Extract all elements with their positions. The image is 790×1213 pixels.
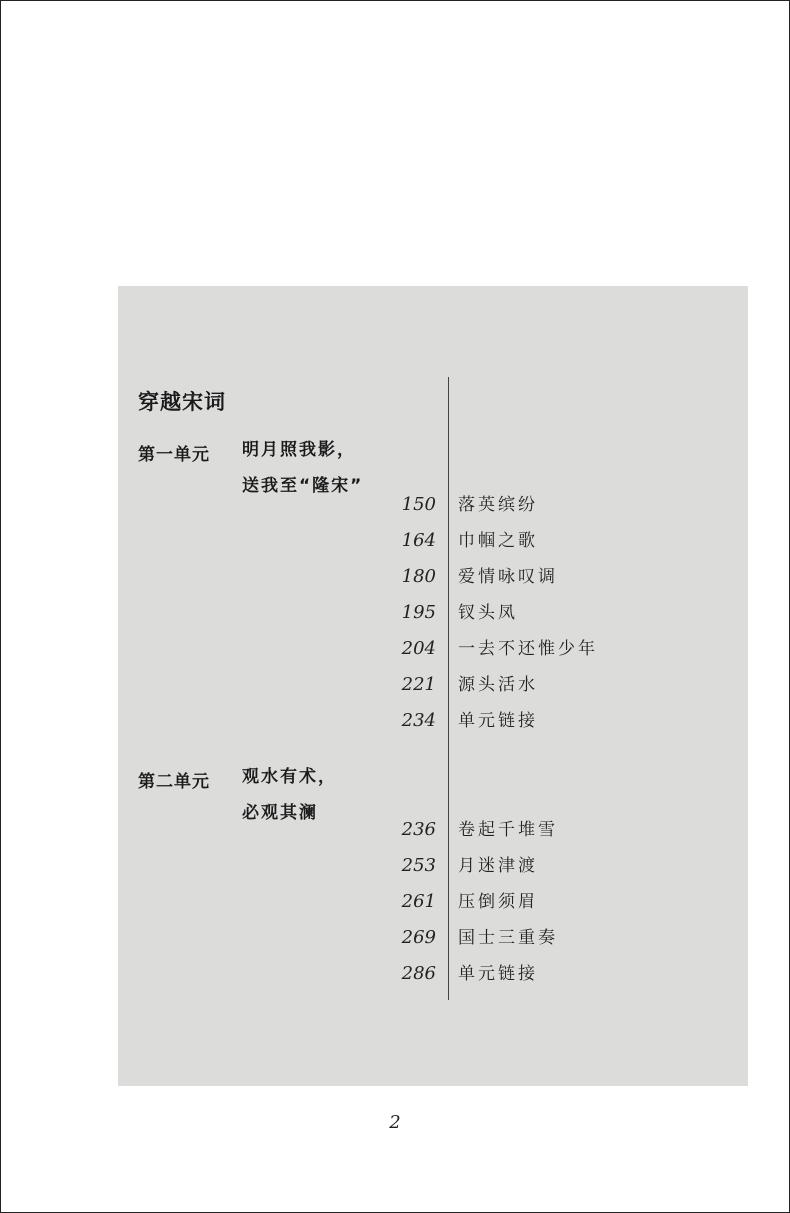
entry-title: 卷起千堆雪: [458, 820, 558, 840]
toc-entry[interactable]: [380, 851, 720, 881]
entry-page-number: 236: [401, 819, 436, 840]
entry-page-number: 261: [401, 891, 436, 912]
entry-page-number: 195: [401, 602, 436, 623]
entry-title: 月迷津渡: [458, 856, 538, 876]
unit-1-title-line-1: 明月照我影，: [242, 440, 356, 460]
entry-title: 一去不还惟少年: [458, 639, 598, 659]
entry-page-number: 164: [401, 530, 436, 551]
unit-1-title-line-2: 送我至“隆宋”: [242, 476, 364, 496]
entry-title: 落英缤纷: [458, 495, 538, 515]
toc-entry[interactable]: [380, 562, 720, 592]
entry-title: 巾帼之歌: [458, 531, 538, 551]
toc-entry[interactable]: [380, 526, 720, 556]
unit-2-title-line-1: 观水有术，: [242, 767, 337, 787]
entry-page-number: 221: [401, 674, 436, 695]
entry-page-number: 180: [401, 566, 436, 587]
entry-title: 源头活水: [458, 675, 538, 695]
section-title: 穿越宋词: [138, 390, 226, 414]
toc-entry[interactable]: [380, 706, 720, 736]
entry-page-number: 253: [401, 855, 436, 876]
toc-entry[interactable]: [380, 670, 720, 700]
entry-page-number: 234: [401, 710, 436, 731]
unit-2-title-line-2: 必观其澜: [242, 803, 318, 823]
unit-1-label: 第一单元: [138, 445, 210, 465]
entry-title: 国士三重奏: [458, 928, 558, 948]
toc-entry[interactable]: [380, 815, 720, 845]
entry-page-number: 150: [401, 494, 436, 515]
toc-entry[interactable]: [380, 490, 720, 520]
entry-page-number: 204: [401, 638, 436, 659]
toc-entry[interactable]: [380, 959, 720, 989]
entry-title: 单元链接: [458, 964, 538, 984]
page-number: 2: [389, 1112, 401, 1133]
toc-entry[interactable]: [380, 887, 720, 917]
entry-title: 钗头凤: [458, 603, 518, 623]
entry-title: 爱情咏叹调: [458, 567, 558, 587]
toc-entry[interactable]: [380, 923, 720, 953]
entry-title: 单元链接: [458, 711, 538, 731]
entry-page-number: 286: [401, 963, 436, 984]
entry-page-number: 269: [401, 927, 436, 948]
toc-entry[interactable]: [380, 598, 720, 628]
entry-title: 压倒须眉: [458, 892, 538, 912]
unit-2-label: 第二单元: [138, 772, 210, 792]
toc-entry[interactable]: [380, 634, 720, 664]
